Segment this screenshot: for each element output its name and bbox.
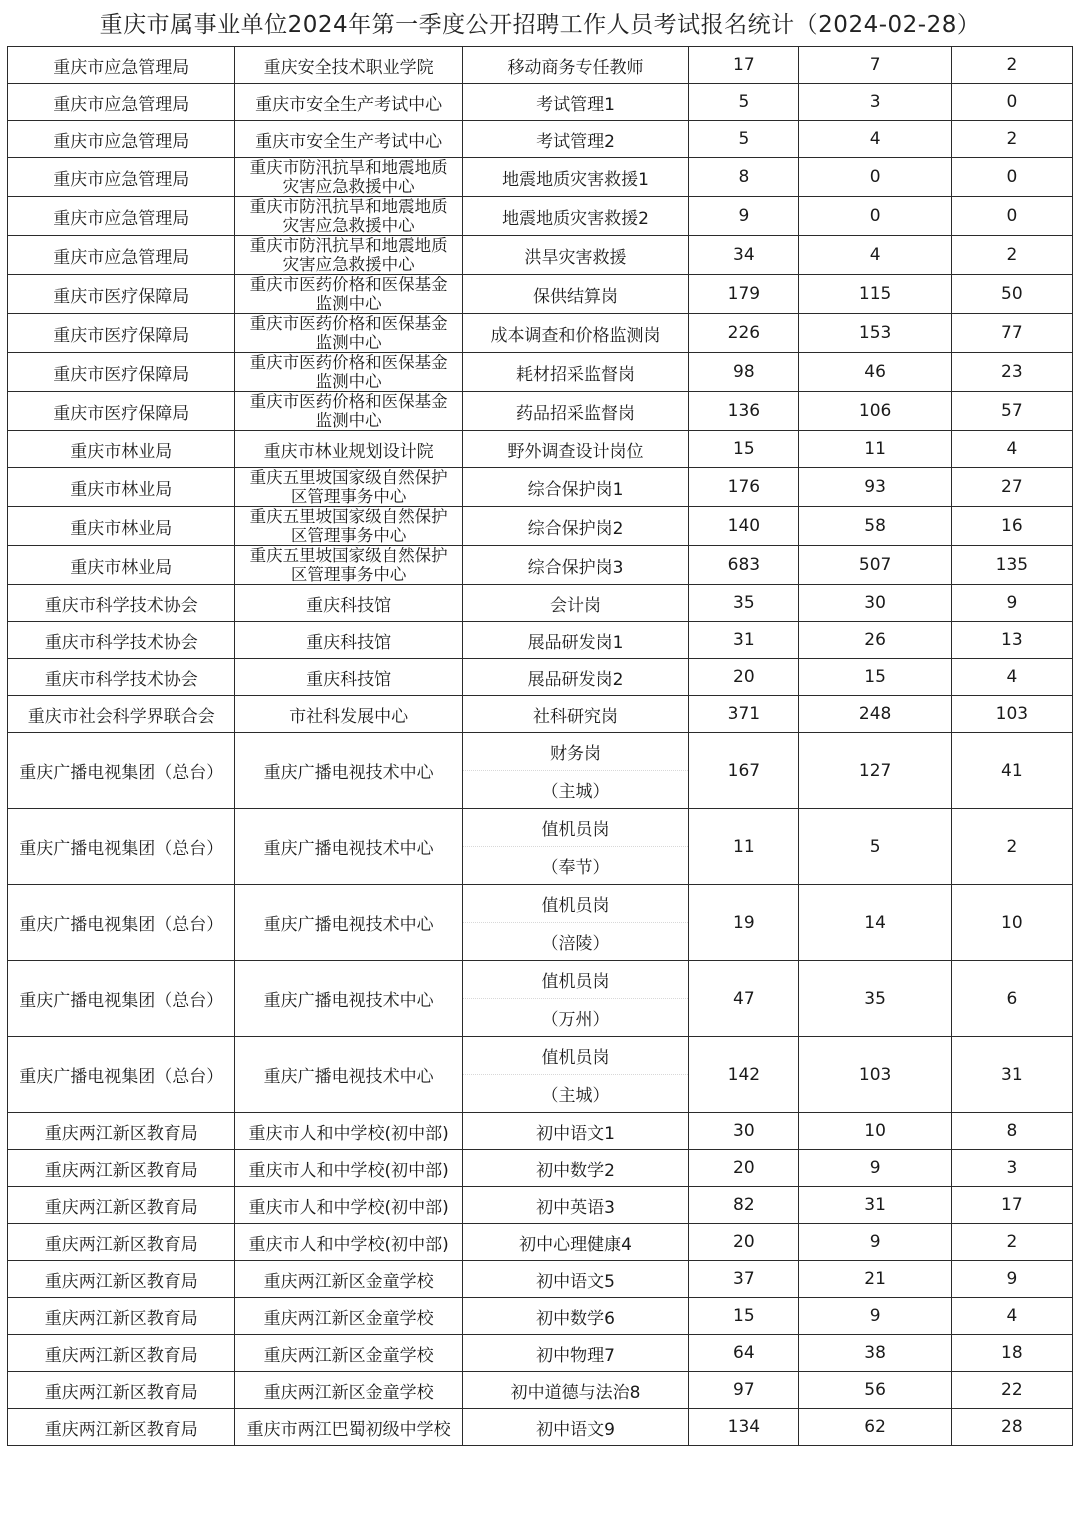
position-cell: 初中数学2: [462, 1150, 688, 1187]
count-cell: 57: [951, 392, 1072, 431]
count-cell: 30: [689, 1113, 799, 1150]
count-cell: 35: [799, 961, 951, 1037]
position-cell: 耗材招采监督岗: [462, 353, 688, 392]
position-location: （奉节）: [541, 858, 610, 878]
count-cell: 135: [951, 546, 1072, 585]
unit-cell: 重庆市医疗保障局: [8, 392, 235, 431]
department-cell: [235, 314, 462, 353]
count-cell: 17: [951, 1187, 1072, 1224]
position-location: （涪陵）: [541, 934, 610, 954]
count-cell: 115: [799, 275, 951, 314]
page-title: 重庆市属事业单位2024年第一季度公开招聘工作人员考试报名统计（2024-02-28）: [99, 12, 981, 38]
count-cell: 58: [799, 507, 951, 546]
count-cell: 5: [689, 84, 799, 121]
department-cell: [235, 197, 462, 236]
table-row: [8, 585, 1073, 622]
count-cell: 15: [689, 431, 799, 468]
count-cell: 683: [689, 546, 799, 585]
count-cell: 31: [951, 1037, 1072, 1113]
unit-cell: 重庆两江新区教育局: [8, 1187, 235, 1224]
count-cell: 106: [799, 392, 951, 431]
position-title: 值机员岗: [463, 961, 688, 999]
count-cell: 3: [951, 1150, 1072, 1187]
department-cell-text: 重庆市医药价格和医保基金监测中心: [249, 314, 448, 352]
table-row: [8, 809, 1073, 885]
unit-cell: 重庆两江新区教育局: [8, 1372, 235, 1409]
department-cell: 重庆市两江巴蜀初级中学校: [235, 1409, 462, 1446]
position-cell: 会计岗: [462, 585, 688, 622]
count-cell: 9: [689, 197, 799, 236]
count-cell: 20: [689, 1150, 799, 1187]
count-cell: 0: [951, 158, 1072, 197]
position-location: （主城）: [541, 1086, 610, 1106]
position-cell: [462, 961, 688, 1037]
position-cell: 洪旱灾害救援: [462, 236, 688, 275]
count-cell: 47: [689, 961, 799, 1037]
count-cell: 8: [689, 158, 799, 197]
position-cell: 药品招采监督岗: [462, 392, 688, 431]
table-row: [8, 1113, 1073, 1150]
count-cell: 20: [689, 659, 799, 696]
department-cell-text: 重庆市防汛抗旱和地震地质灾害应急救援中心: [249, 197, 448, 235]
department-cell: 重庆市人和中学校(初中部): [235, 1113, 462, 1150]
count-cell: 2: [951, 121, 1072, 158]
count-cell: 82: [689, 1187, 799, 1224]
unit-cell: 重庆市应急管理局: [8, 236, 235, 275]
table-row: [8, 1261, 1073, 1298]
position-cell: 综合保护岗3: [462, 546, 688, 585]
unit-cell: 重庆市应急管理局: [8, 47, 235, 84]
unit-cell: 重庆两江新区教育局: [8, 1150, 235, 1187]
unit-cell: 重庆广播电视集团（总台）: [8, 733, 235, 809]
department-cell: [235, 236, 462, 275]
table-row: [8, 1037, 1073, 1113]
unit-cell: 重庆两江新区教育局: [8, 1224, 235, 1261]
table-body: [8, 47, 1073, 1446]
count-cell: 38: [799, 1335, 951, 1372]
department-cell: 重庆广播电视技术中心: [235, 1037, 462, 1113]
unit-cell: 重庆广播电视集团（总台）: [8, 885, 235, 961]
count-cell: 77: [951, 314, 1072, 353]
position-cell: 展品研发岗1: [462, 622, 688, 659]
department-cell: 重庆市安全生产考试中心: [235, 84, 462, 121]
department-cell: 重庆广播电视技术中心: [235, 961, 462, 1037]
table-row: [8, 622, 1073, 659]
count-cell: 0: [799, 197, 951, 236]
unit-cell: 重庆广播电视集团（总台）: [8, 809, 235, 885]
department-cell: 重庆两江新区金童学校: [235, 1372, 462, 1409]
count-cell: 103: [799, 1037, 951, 1113]
department-cell: [235, 468, 462, 507]
position-title: 财务岗: [463, 733, 688, 771]
table-row: [8, 733, 1073, 809]
department-cell: 重庆广播电视技术中心: [235, 733, 462, 809]
table-row: [8, 885, 1073, 961]
position-cell: 综合保护岗1: [462, 468, 688, 507]
position-location: （万州）: [541, 1010, 610, 1030]
department-cell: 重庆市人和中学校(初中部): [235, 1187, 462, 1224]
unit-cell: 重庆市医疗保障局: [8, 314, 235, 353]
position-cell: 初中数学6: [462, 1298, 688, 1335]
unit-cell: 重庆市应急管理局: [8, 197, 235, 236]
position-cell: 移动商务专任教师: [462, 47, 688, 84]
count-cell: 62: [799, 1409, 951, 1446]
count-cell: 8: [951, 1113, 1072, 1150]
count-cell: 248: [799, 696, 951, 733]
table-row: [8, 1150, 1073, 1187]
position-cell: 社科研究岗: [462, 696, 688, 733]
count-cell: 93: [799, 468, 951, 507]
position-cell: 地震地质灾害救援2: [462, 197, 688, 236]
count-cell: 134: [689, 1409, 799, 1446]
unit-cell: 重庆市医疗保障局: [8, 353, 235, 392]
count-cell: 13: [951, 622, 1072, 659]
table-row: [8, 275, 1073, 314]
table-row: [8, 158, 1073, 197]
count-cell: 6: [951, 961, 1072, 1037]
unit-cell: 重庆两江新区教育局: [8, 1335, 235, 1372]
count-cell: 31: [799, 1187, 951, 1224]
unit-cell: 重庆市医疗保障局: [8, 275, 235, 314]
department-cell: 重庆安全技术职业学院: [235, 47, 462, 84]
count-cell: 16: [951, 507, 1072, 546]
count-cell: 97: [689, 1372, 799, 1409]
count-cell: 2: [951, 47, 1072, 84]
unit-cell: 重庆市林业局: [8, 431, 235, 468]
count-cell: 11: [799, 431, 951, 468]
count-cell: 35: [689, 585, 799, 622]
position-cell: 初中道德与法治8: [462, 1372, 688, 1409]
department-cell: [235, 546, 462, 585]
table-row: [8, 1298, 1073, 1335]
count-cell: 103: [951, 696, 1072, 733]
count-cell: 2: [951, 1224, 1072, 1261]
department-cell: [235, 507, 462, 546]
position-cell: 综合保护岗2: [462, 507, 688, 546]
unit-cell: 重庆市科学技术协会: [8, 585, 235, 622]
count-cell: 7: [799, 47, 951, 84]
position-cell: 保供结算岗: [462, 275, 688, 314]
table-row: [8, 1335, 1073, 1372]
table-row: [8, 431, 1073, 468]
count-cell: 4: [951, 431, 1072, 468]
count-cell: 21: [799, 1261, 951, 1298]
table-row: [8, 546, 1073, 585]
count-cell: 226: [689, 314, 799, 353]
department-cell-text: 重庆市医药价格和医保基金监测中心: [249, 275, 448, 313]
table-row: [8, 468, 1073, 507]
department-cell-text: 重庆五里坡国家级自然保护区管理事务中心: [249, 546, 448, 584]
position-cell: 野外调查设计岗位: [462, 431, 688, 468]
count-cell: 10: [951, 885, 1072, 961]
count-cell: 5: [689, 121, 799, 158]
position-cell: 初中英语3: [462, 1187, 688, 1224]
count-cell: 5: [799, 809, 951, 885]
unit-cell: 重庆市应急管理局: [8, 158, 235, 197]
department-cell: 重庆广播电视技术中心: [235, 809, 462, 885]
position-cell: 地震地质灾害救援1: [462, 158, 688, 197]
count-cell: 0: [951, 84, 1072, 121]
unit-cell: 重庆两江新区教育局: [8, 1261, 235, 1298]
registration-table: [7, 46, 1073, 1446]
position-cell: [462, 885, 688, 961]
count-cell: 34: [689, 236, 799, 275]
position-title: 值机员岗: [463, 809, 688, 847]
department-cell: 重庆科技馆: [235, 585, 462, 622]
position-cell: 初中语文5: [462, 1261, 688, 1298]
position-cell: 初中语文1: [462, 1113, 688, 1150]
count-cell: 26: [799, 622, 951, 659]
count-cell: 9: [951, 1261, 1072, 1298]
department-cell: 重庆广播电视技术中心: [235, 885, 462, 961]
department-cell: [235, 158, 462, 197]
position-cell: 展品研发岗2: [462, 659, 688, 696]
count-cell: 98: [689, 353, 799, 392]
count-cell: 371: [689, 696, 799, 733]
count-cell: 0: [799, 158, 951, 197]
table-row: [8, 197, 1073, 236]
count-cell: 4: [799, 236, 951, 275]
department-cell: [235, 353, 462, 392]
department-cell: 重庆科技馆: [235, 659, 462, 696]
table-row: [8, 659, 1073, 696]
position-cell: [462, 733, 688, 809]
count-cell: 9: [799, 1224, 951, 1261]
count-cell: 28: [951, 1409, 1072, 1446]
count-cell: 19: [689, 885, 799, 961]
count-cell: 64: [689, 1335, 799, 1372]
count-cell: 2: [951, 236, 1072, 275]
count-cell: 0: [951, 197, 1072, 236]
count-cell: 56: [799, 1372, 951, 1409]
count-cell: 507: [799, 546, 951, 585]
table-row: [8, 961, 1073, 1037]
table-row: [8, 507, 1073, 546]
count-cell: 15: [799, 659, 951, 696]
count-cell: 3: [799, 84, 951, 121]
count-cell: 20: [689, 1224, 799, 1261]
table-row: [8, 1224, 1073, 1261]
count-cell: 37: [689, 1261, 799, 1298]
department-cell: 重庆市安全生产考试中心: [235, 121, 462, 158]
count-cell: 140: [689, 507, 799, 546]
table-row: [8, 236, 1073, 275]
position-cell: 初中物理7: [462, 1335, 688, 1372]
count-cell: 2: [951, 809, 1072, 885]
count-cell: 27: [951, 468, 1072, 507]
unit-cell: 重庆市应急管理局: [8, 121, 235, 158]
department-cell: 重庆两江新区金童学校: [235, 1298, 462, 1335]
position-cell: 考试管理2: [462, 121, 688, 158]
unit-cell: 重庆市社会科学界联合会: [8, 696, 235, 733]
department-cell: 重庆科技馆: [235, 622, 462, 659]
count-cell: 127: [799, 733, 951, 809]
unit-cell: 重庆市林业局: [8, 546, 235, 585]
department-cell: 市社科发展中心: [235, 696, 462, 733]
count-cell: 179: [689, 275, 799, 314]
count-cell: 10: [799, 1113, 951, 1150]
department-cell-text: 重庆五里坡国家级自然保护区管理事务中心: [249, 507, 448, 545]
department-cell: 重庆市林业规划设计院: [235, 431, 462, 468]
count-cell: 136: [689, 392, 799, 431]
count-cell: 142: [689, 1037, 799, 1113]
unit-cell: 重庆广播电视集团（总台）: [8, 961, 235, 1037]
count-cell: 41: [951, 733, 1072, 809]
count-cell: 4: [799, 121, 951, 158]
unit-cell: 重庆广播电视集团（总台）: [8, 1037, 235, 1113]
unit-cell: 重庆两江新区教育局: [8, 1298, 235, 1335]
count-cell: 176: [689, 468, 799, 507]
table-row: [8, 314, 1073, 353]
unit-cell: 重庆两江新区教育局: [8, 1113, 235, 1150]
count-cell: 18: [951, 1335, 1072, 1372]
department-cell: 重庆市人和中学校(初中部): [235, 1224, 462, 1261]
unit-cell: 重庆市林业局: [8, 468, 235, 507]
table-row: [8, 696, 1073, 733]
count-cell: 9: [951, 585, 1072, 622]
department-cell-text: 重庆市医药价格和医保基金监测中心: [249, 353, 448, 391]
count-cell: 9: [799, 1298, 951, 1335]
count-cell: 9: [799, 1150, 951, 1187]
count-cell: 46: [799, 353, 951, 392]
position-cell: [462, 1037, 688, 1113]
count-cell: 167: [689, 733, 799, 809]
unit-cell: 重庆市科学技术协会: [8, 659, 235, 696]
position-location: （主城）: [541, 782, 610, 802]
table-row: [8, 84, 1073, 121]
unit-cell: 重庆两江新区教育局: [8, 1409, 235, 1446]
table-row: [8, 392, 1073, 431]
table-row: [8, 1372, 1073, 1409]
department-cell: 重庆两江新区金童学校: [235, 1335, 462, 1372]
count-cell: 14: [799, 885, 951, 961]
count-cell: 31: [689, 622, 799, 659]
table-row: [8, 353, 1073, 392]
count-cell: 17: [689, 47, 799, 84]
department-cell-text: 重庆五里坡国家级自然保护区管理事务中心: [249, 468, 448, 506]
department-cell: [235, 392, 462, 431]
count-cell: 4: [951, 659, 1072, 696]
department-cell-text: 重庆市防汛抗旱和地震地质灾害应急救援中心: [249, 158, 448, 196]
table-row: [8, 1187, 1073, 1224]
unit-cell: 重庆市应急管理局: [8, 84, 235, 121]
position-cell: [462, 809, 688, 885]
count-cell: 4: [951, 1298, 1072, 1335]
department-cell-text: 重庆市防汛抗旱和地震地质灾害应急救援中心: [249, 236, 448, 274]
table-row: [8, 47, 1073, 84]
department-cell: 重庆市人和中学校(初中部): [235, 1150, 462, 1187]
count-cell: 153: [799, 314, 951, 353]
department-cell-text: 重庆市医药价格和医保基金监测中心: [249, 392, 448, 430]
position-cell: 初中语文9: [462, 1409, 688, 1446]
position-cell: 初中心理健康4: [462, 1224, 688, 1261]
count-cell: 22: [951, 1372, 1072, 1409]
count-cell: 50: [951, 275, 1072, 314]
unit-cell: 重庆市科学技术协会: [8, 622, 235, 659]
position-title: 值机员岗: [463, 885, 688, 923]
table-row: [8, 1409, 1073, 1446]
position-cell: 考试管理1: [462, 84, 688, 121]
count-cell: 23: [951, 353, 1072, 392]
position-cell: 成本调查和价格监测岗: [462, 314, 688, 353]
count-cell: 15: [689, 1298, 799, 1335]
department-cell: 重庆两江新区金童学校: [235, 1261, 462, 1298]
count-cell: 11: [689, 809, 799, 885]
department-cell: [235, 275, 462, 314]
unit-cell: 重庆市林业局: [8, 507, 235, 546]
table-row: [8, 121, 1073, 158]
position-title: 值机员岗: [463, 1037, 688, 1075]
count-cell: 30: [799, 585, 951, 622]
